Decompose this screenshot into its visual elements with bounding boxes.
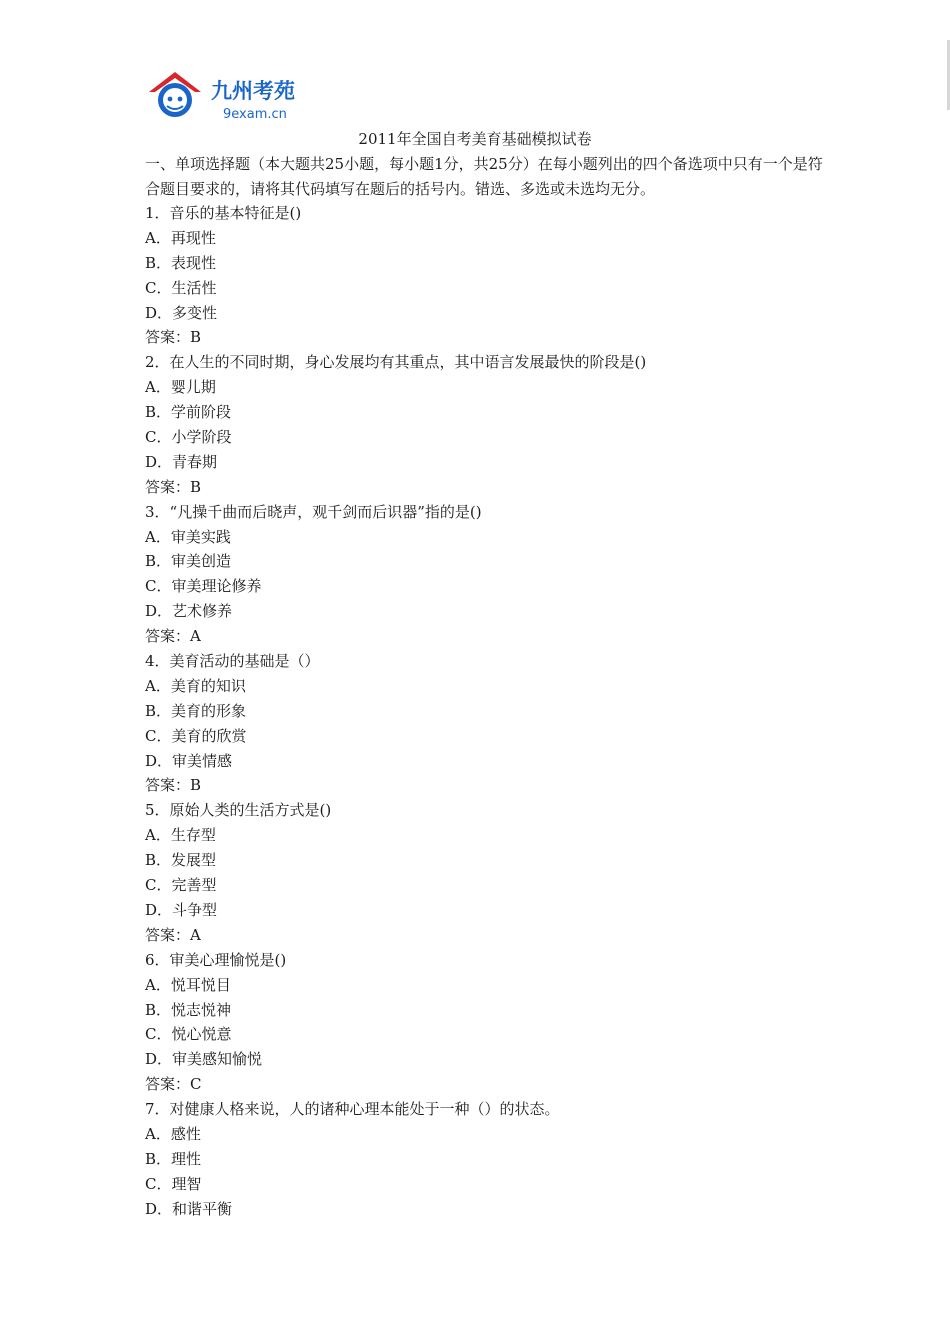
question-option: A．生存型 bbox=[145, 826, 216, 845]
question-option: B．美育的形象 bbox=[145, 701, 247, 720]
logo-graphic bbox=[145, 66, 308, 124]
question-option: B．理性 bbox=[145, 1149, 202, 1168]
question-option: A．美育的知识 bbox=[145, 676, 246, 695]
question-option: C．小学阶段 bbox=[145, 428, 232, 447]
question-option: D．审美感知愉悦 bbox=[145, 1050, 263, 1069]
question-option: D．多变性 bbox=[145, 303, 218, 322]
question-answer: 答案：B bbox=[145, 328, 202, 347]
question-option: D．青春期 bbox=[145, 452, 218, 471]
question-option: C．审美理论修养 bbox=[145, 577, 262, 596]
question-option: A．再现性 bbox=[145, 228, 216, 247]
question-option: C．悦心悦意 bbox=[145, 1025, 232, 1044]
question-answer: 答案：B bbox=[145, 776, 202, 795]
question-stem: 4．美育活动的基础是（） bbox=[145, 652, 320, 671]
question-option: B．发展型 bbox=[145, 851, 217, 870]
logo-brand-cn: 九州考苑 bbox=[211, 79, 295, 103]
question-option: B．表现性 bbox=[145, 253, 217, 272]
question-answer: 答案：A bbox=[145, 627, 201, 646]
question-option: B．审美创造 bbox=[145, 552, 232, 571]
question-option: C．理智 bbox=[145, 1174, 202, 1193]
question-option: C．完善型 bbox=[145, 876, 217, 895]
question-stem: 7．对健康人格来说，人的诸种心理本能处于一种（）的状态。 bbox=[145, 1100, 560, 1119]
question-answer: 答案：A bbox=[145, 925, 201, 944]
logo-brand-en: 9exam.cn bbox=[223, 107, 287, 122]
question-option: A．感性 bbox=[145, 1124, 201, 1143]
question-stem: 5．原始人类的生活方式是() bbox=[145, 801, 332, 820]
question-stem: 1．音乐的基本特征是() bbox=[145, 204, 302, 222]
question-option: B．学前阶段 bbox=[145, 403, 232, 422]
question-option: D．艺术修养 bbox=[145, 602, 233, 621]
question-option: A．悦耳悦目 bbox=[145, 975, 231, 994]
question-option: D．和谐平衡 bbox=[145, 1199, 233, 1218]
question-answer: 答案：B bbox=[145, 477, 202, 496]
logo bbox=[145, 66, 308, 124]
question-stem: 2．在人生的不同时期，身心发展均有其重点，其中语言发展最快的阶段是() bbox=[145, 353, 647, 372]
question-option: C．生活性 bbox=[145, 278, 217, 297]
question-option: D．斗争型 bbox=[145, 900, 218, 919]
question-stem: 6．审美心理愉悦是() bbox=[145, 950, 287, 969]
question-option: B．悦志悦神 bbox=[145, 1000, 232, 1019]
question-answer: 答案：C bbox=[145, 1075, 202, 1094]
question-list bbox=[145, 201, 825, 1222]
question-option: C．美育的欣赏 bbox=[145, 726, 247, 745]
question-option: A．审美实践 bbox=[145, 527, 231, 546]
section-instructions: 一、单项选择题（本大题共25小题，每小题1分，共25分）在每小题列出的四个备选项中只有一个是符合题目要求的，请将其代码填写在题后的括号内。错选、多选或未选均无分。 bbox=[145, 155, 823, 198]
question-option: D．审美情感 bbox=[145, 751, 233, 770]
page-title: 2011年全国自考美育基础模拟试卷 bbox=[358, 130, 592, 148]
question-option: A．婴儿期 bbox=[145, 378, 216, 397]
question-stem: 3．“凡操千曲而后晓声，观千剑而后识器”指的是() bbox=[145, 502, 482, 521]
